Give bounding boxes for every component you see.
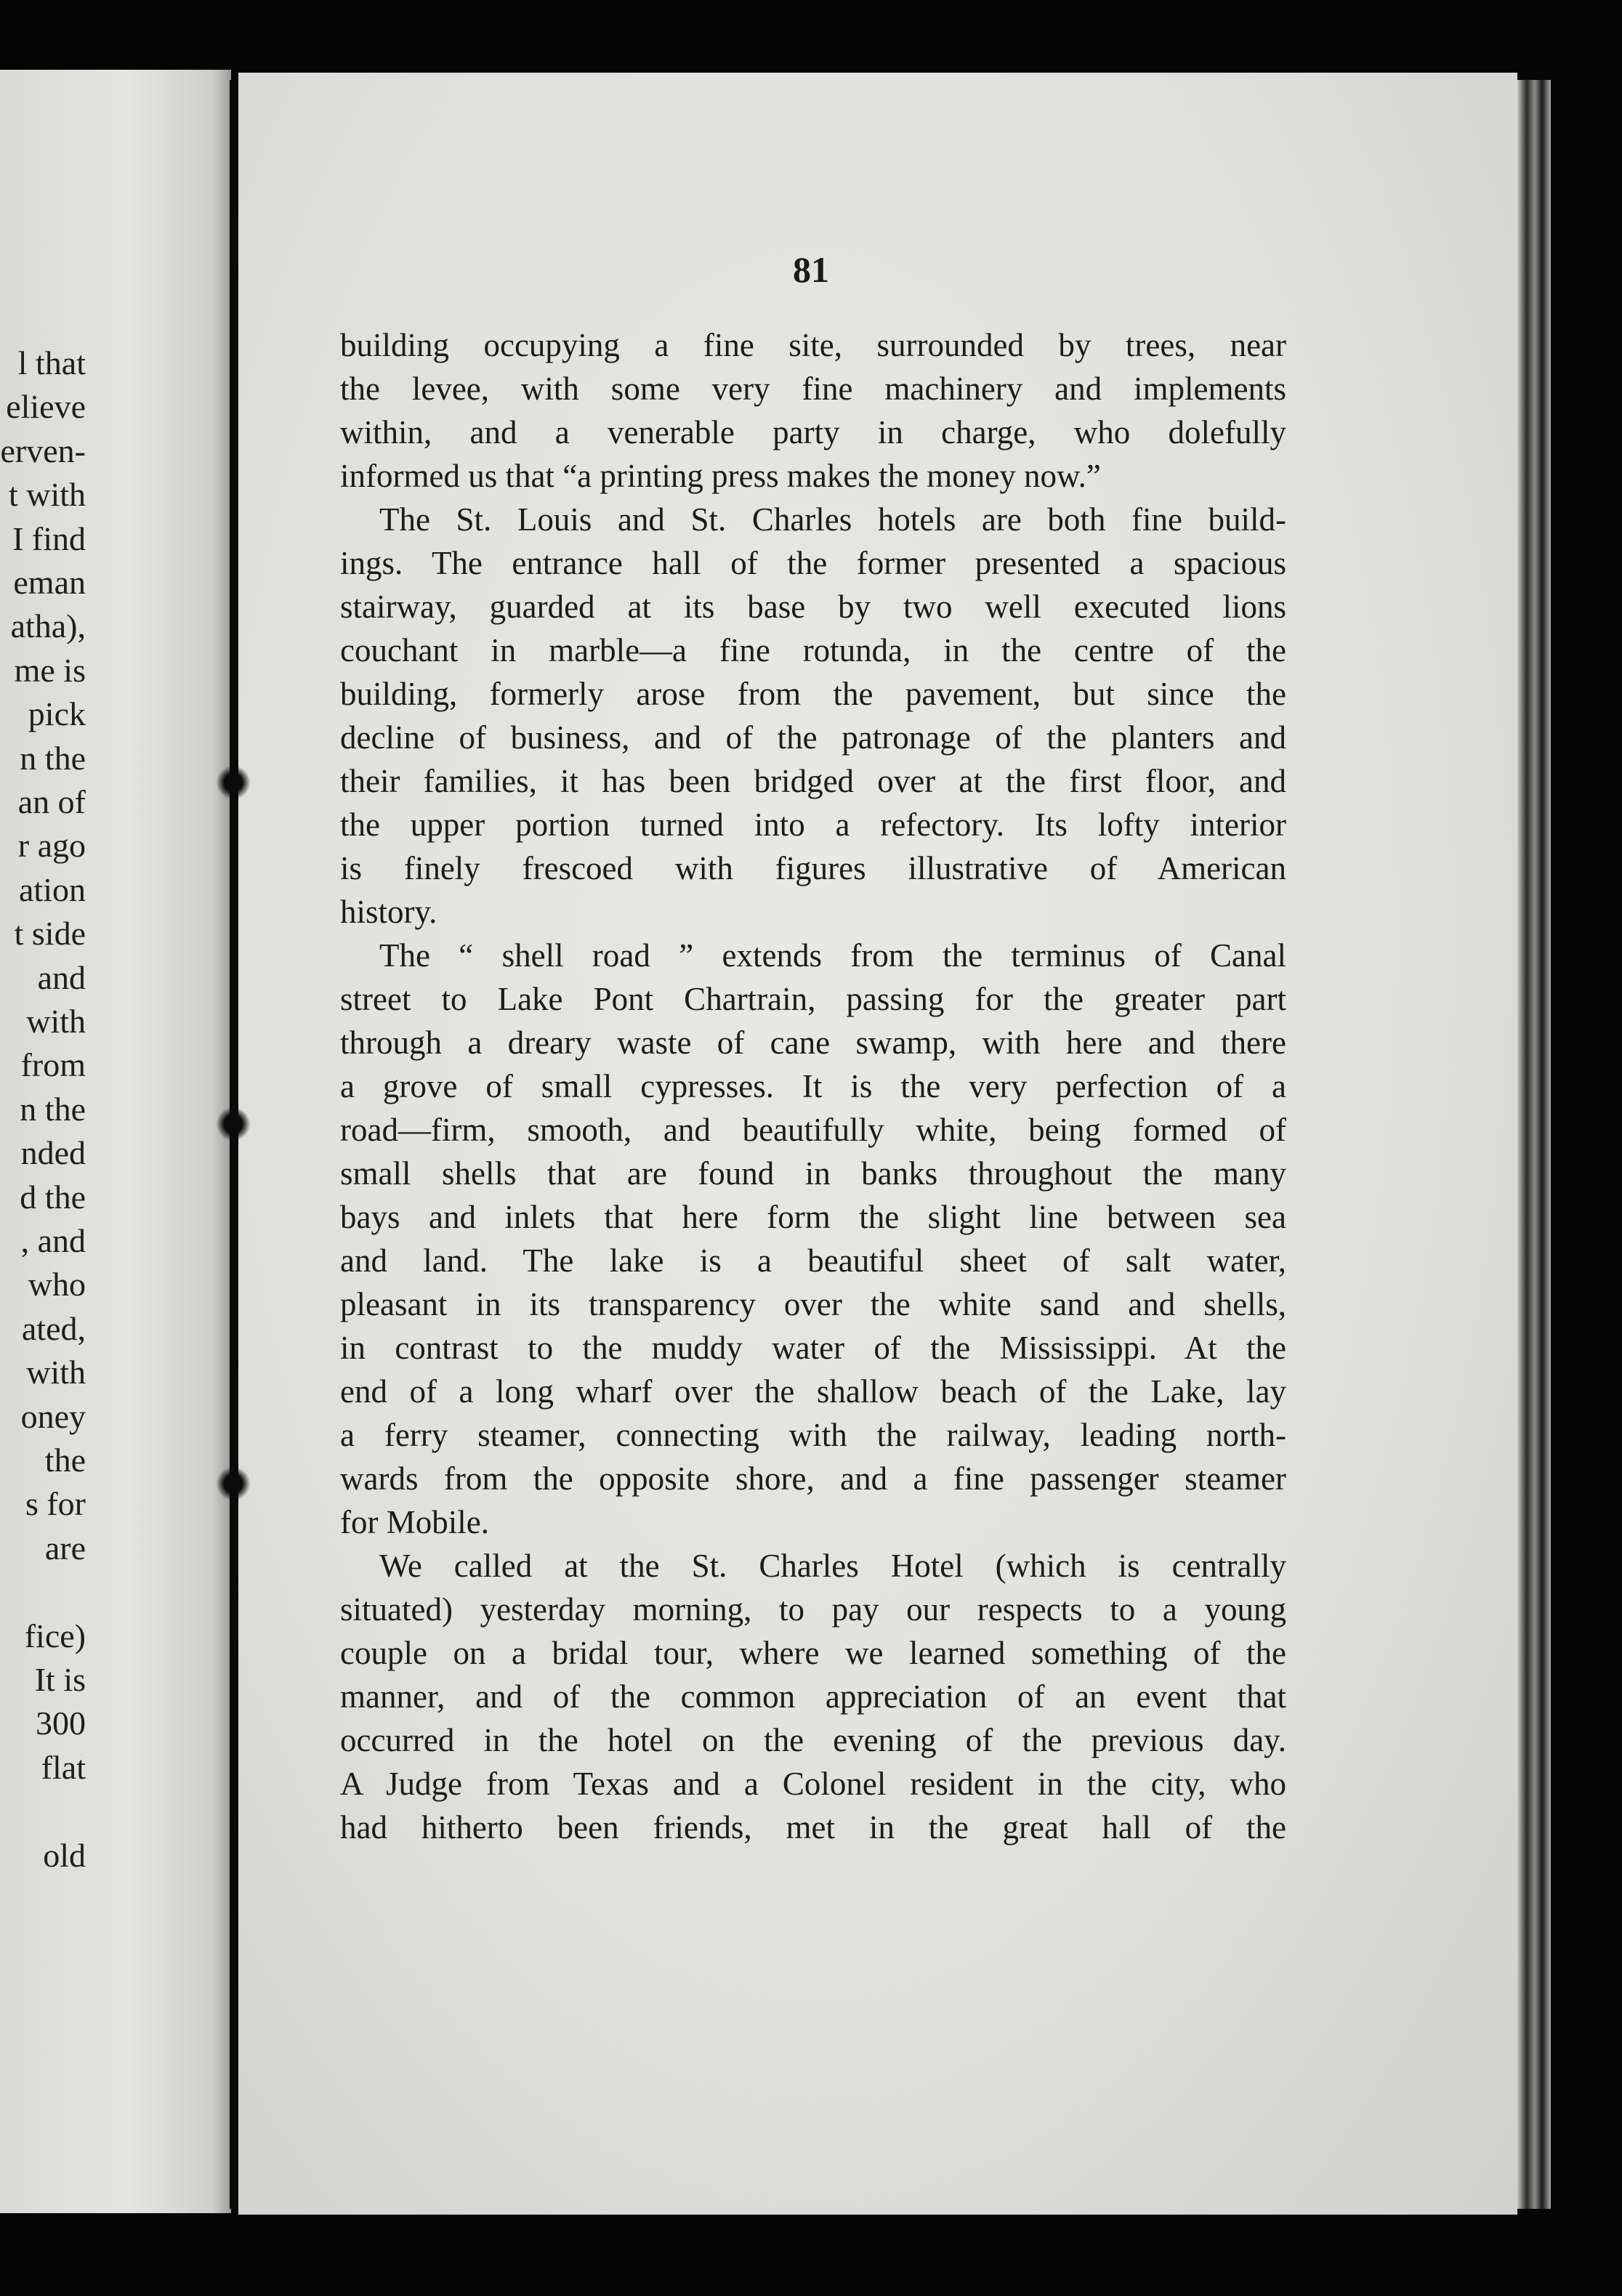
text-line: wards from the opposite shore, and a fine passenger steamer — [340, 1460, 1286, 1497]
text-line: couchant in marble—a fine rotunda, in the centre of the — [340, 632, 1286, 668]
left-page-line: r ago — [17, 827, 86, 865]
text-line: history. — [340, 894, 437, 930]
page-edge — [1517, 80, 1551, 2209]
left-page-line: fice) — [24, 1617, 86, 1654]
left-page-line: t side — [14, 915, 86, 953]
binding-stitch — [215, 1104, 251, 1144]
text-line: road—firm, smooth, and beautifully white, being formed of — [340, 1112, 1286, 1148]
left-page-line: flat — [41, 1748, 86, 1786]
left-page-line: ation — [19, 870, 86, 908]
left-page-line: ated, — [21, 1309, 86, 1347]
text-line: through a dreary waste of cane swamp, with here and there — [340, 1024, 1286, 1061]
left-page-line: elieve — [6, 388, 86, 426]
left-page-line: n the — [20, 1090, 86, 1128]
text-line: bays and inlets that here form the slight line between sea — [340, 1199, 1286, 1235]
left-page-line: atha), — [10, 607, 86, 645]
left-page-line: eman — [13, 564, 86, 601]
left-page-line: s for — [25, 1485, 86, 1523]
binding-stitch — [215, 763, 251, 802]
text-line: a grove of small cypresses. It is the very perfection of a — [340, 1068, 1286, 1104]
left-page-line: who — [28, 1266, 86, 1303]
text-line: for Mobile. — [340, 1504, 489, 1540]
text-line: the levee, with some very fine machinery and implements — [340, 371, 1286, 407]
text-line: street to Lake Pont Chartrain, passing for the greater part — [340, 981, 1286, 1017]
book-spine — [230, 80, 238, 2209]
text-line: and land. The lake is a beautiful sheet of salt water, — [340, 1242, 1286, 1279]
text-line: The St. Louis and St. Charles hotels are both fine build- — [379, 501, 1286, 538]
left-page-line: l that — [17, 344, 86, 381]
left-page-line: pick — [28, 695, 86, 733]
text-line: is finely frescoed with figures illustrative of American — [340, 850, 1286, 886]
text-line: informed us that “a printing press makes the money now.” — [340, 458, 1101, 494]
text-line: couple on a bridal tour, where we learned something of the — [340, 1635, 1286, 1671]
text-line: ings. The entrance hall of the former presented a spacious — [340, 545, 1286, 581]
left-page-line: with — [26, 1003, 86, 1040]
text-line: building occupying a fine site, surrounded by trees, near — [340, 327, 1286, 363]
text-line: a ferry steamer, connecting with the railway, leading north- — [340, 1417, 1286, 1453]
text-line: decline of business, and of the patronage of the planters and — [340, 719, 1286, 756]
left-page-line: 300 — [36, 1705, 86, 1742]
left-page-line: and — [37, 958, 86, 996]
text-line: pleasant in its transparency over the white sand and shells, — [340, 1286, 1286, 1322]
left-page-line: It is — [34, 1661, 86, 1698]
text-line: their families, it has been bridged over at the first floor, and — [340, 763, 1286, 799]
left-page-line: t with — [8, 476, 86, 514]
page-number-text: 81 — [793, 249, 829, 290]
left-page-line: n the — [20, 739, 86, 777]
text-line: the upper portion turned into a refectory. Its lofty interior — [340, 807, 1286, 843]
left-page-line: the — [44, 1442, 86, 1479]
left-page-line: an of — [17, 783, 86, 820]
text-line: manner, and of the common appreciation of an event that — [340, 1678, 1286, 1715]
left-page-line: are — [44, 1529, 86, 1567]
left-page-line: oney — [20, 1397, 86, 1435]
left-page-line: with — [26, 1354, 86, 1391]
text-line: end of a long wharf over the shallow beach of the Lake, lay — [340, 1373, 1286, 1410]
text-line: in contrast to the muddy water of the Mississippi. At the — [340, 1330, 1286, 1366]
left-page-line: old — [43, 1836, 86, 1874]
left-page-line: from — [20, 1046, 86, 1084]
text-line: building, formerly arose from the pavement, but since the — [340, 676, 1286, 712]
text-line: We called at the St. Charles Hotel (which is centrally — [379, 1548, 1286, 1584]
text-line: situated) yesterday morning, to pay our respects to a young — [340, 1591, 1286, 1628]
left-page-line: me is — [14, 651, 86, 689]
left-page-line: I find — [12, 520, 86, 557]
page-body-text — [340, 323, 1286, 1849]
left-page-line: d the — [20, 1178, 86, 1216]
binding-stitch — [215, 1464, 251, 1503]
left-page-line: , and — [20, 1222, 86, 1259]
left-page-line: erven- — [0, 432, 86, 469]
text-line: had hitherto been friends, met in the great hall of the — [340, 1809, 1286, 1846]
left-page-line: nded — [20, 1134, 86, 1172]
page-number — [0, 248, 1622, 295]
text-line: within, and a venerable party in charge, who dolefully — [340, 414, 1286, 450]
text-line: occurred in the hotel on the evening of the previous day. — [340, 1722, 1286, 1758]
text-line: A Judge from Texas and a Colonel resident in the city, who — [340, 1766, 1286, 1802]
text-line: stairway, guarded at its base by two well executed lions — [340, 589, 1286, 625]
text-line: The “ shell road ” extends from the terminus of Canal — [379, 937, 1286, 974]
text-line: small shells that are found in banks throughout the many — [340, 1155, 1286, 1192]
